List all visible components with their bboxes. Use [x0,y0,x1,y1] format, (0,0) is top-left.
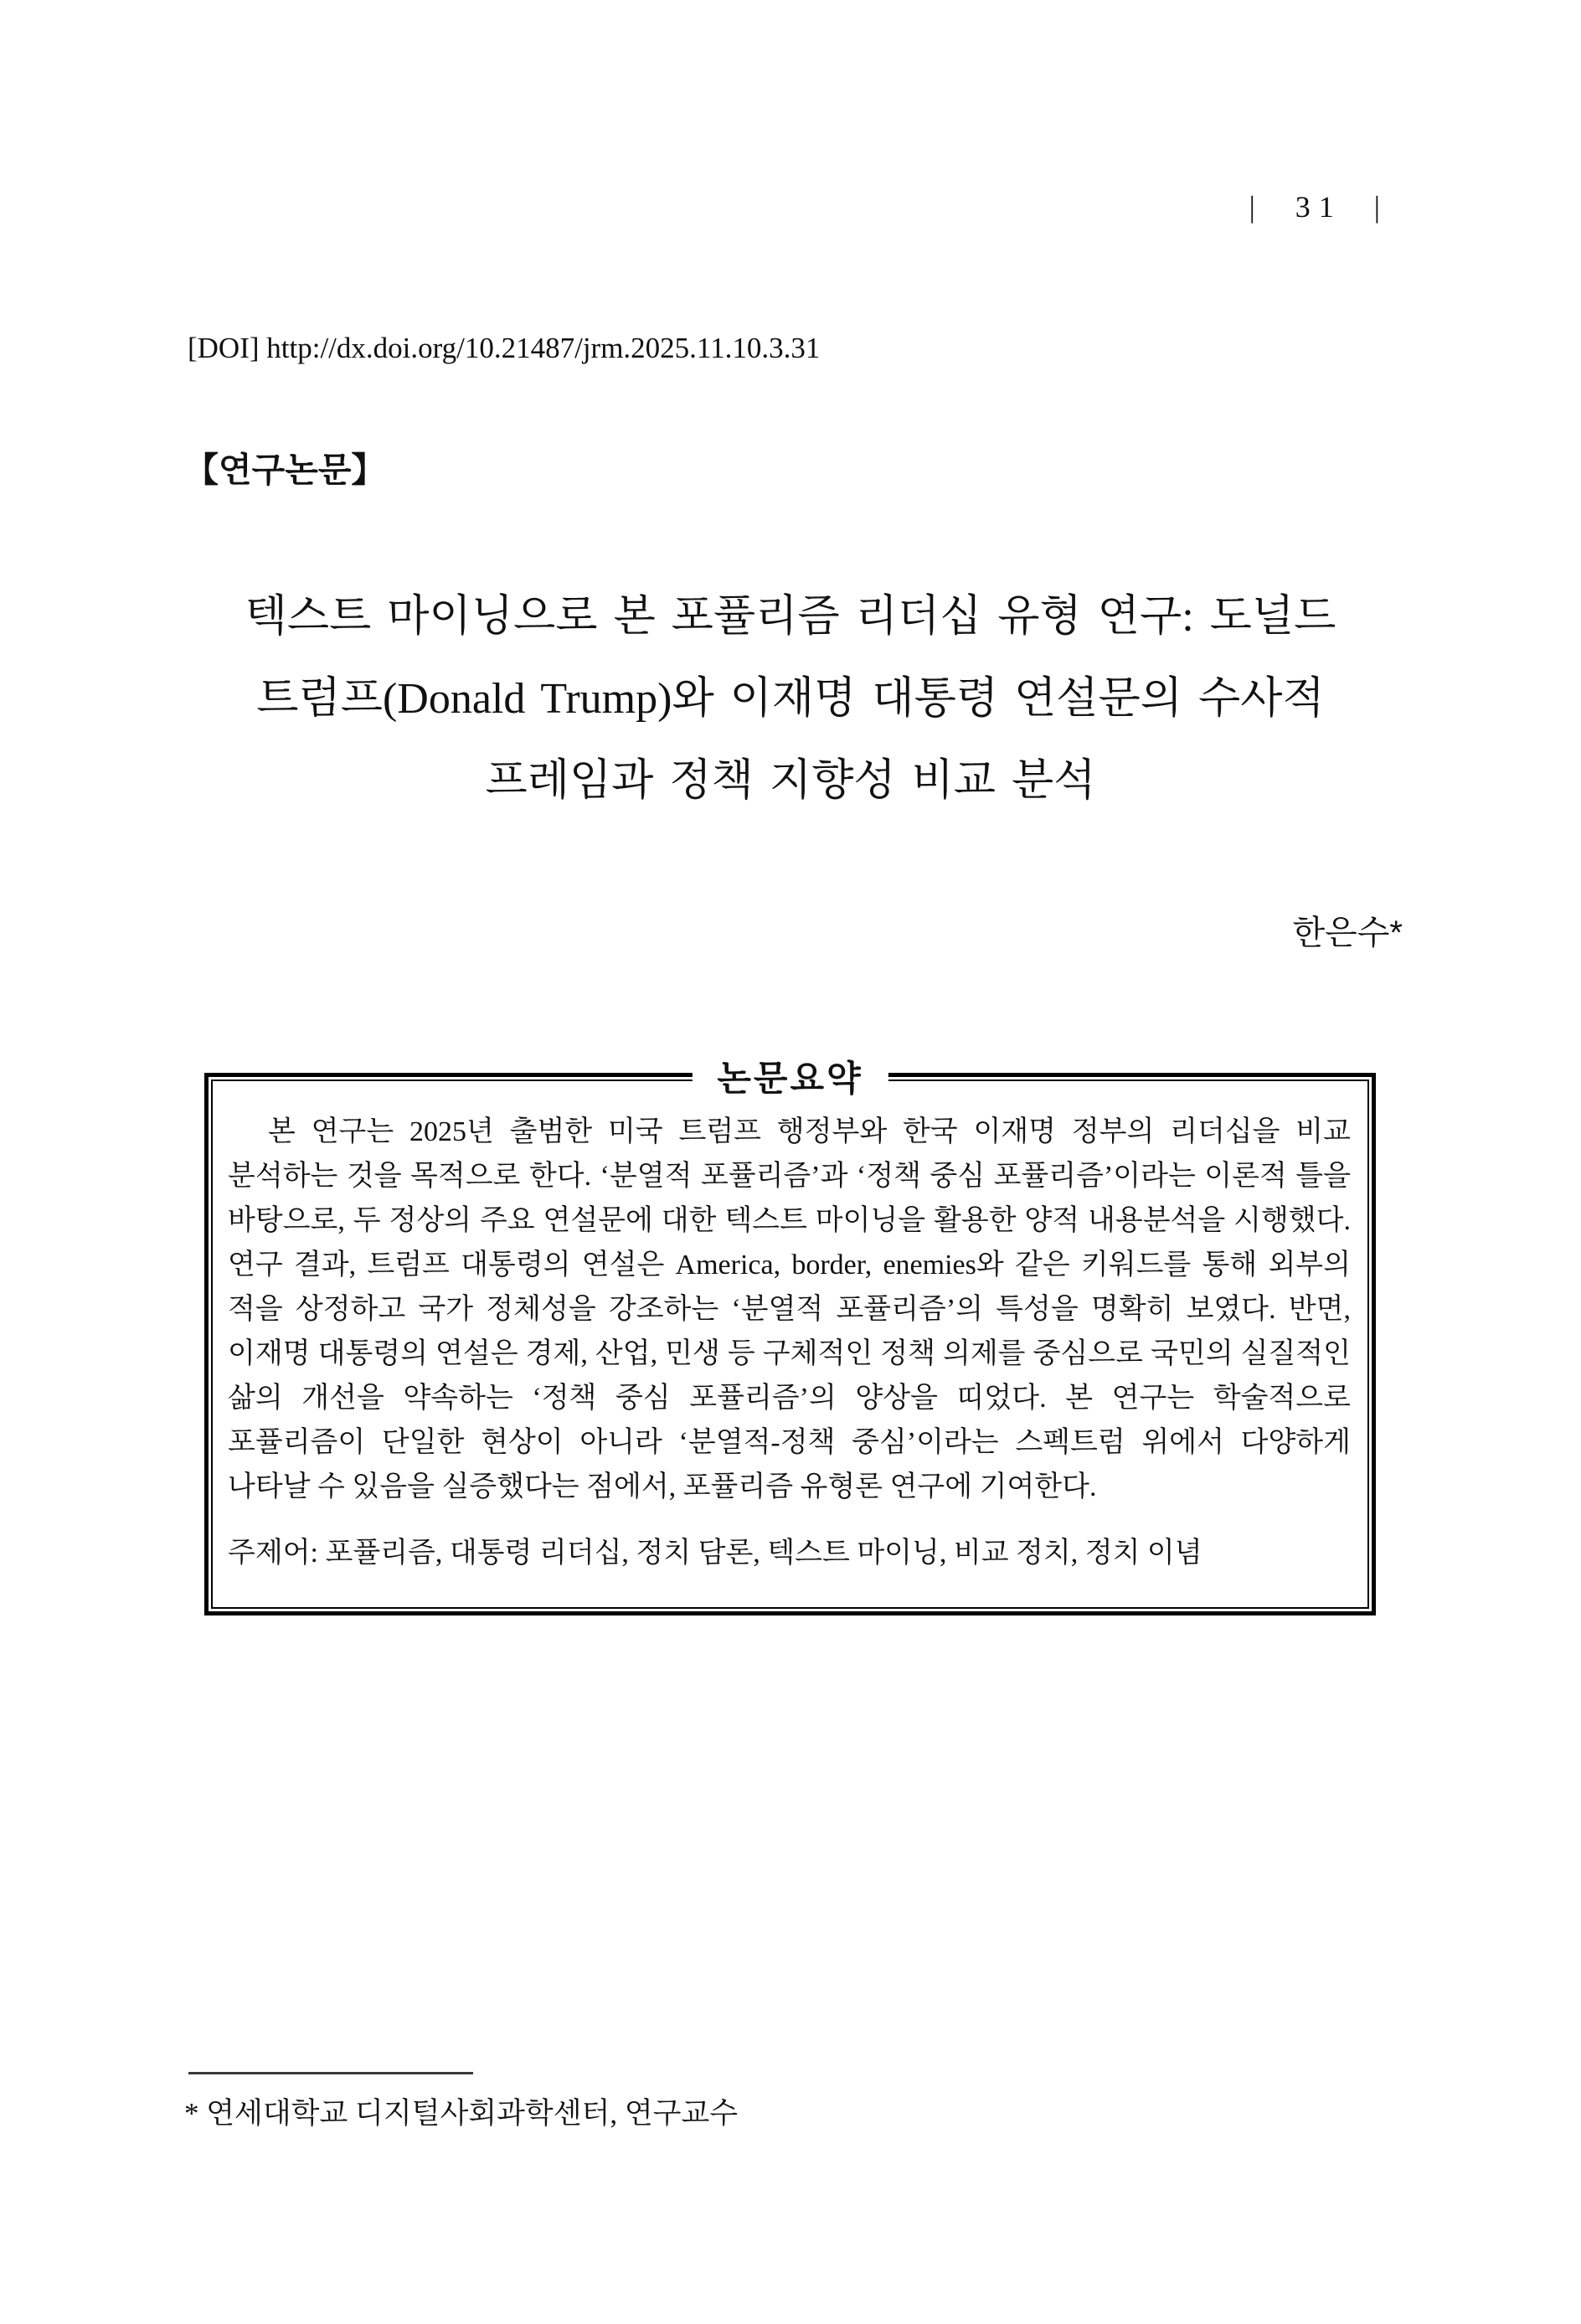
paper-title-line-1: 텍스트 마이닝으로 본 포퓰리즘 리더십 유형 연구: 도널드 [245,593,1336,641]
abstract-text: 본 연구는 2025년 출범한 미국 트럼프 행정부와 한국 이재명 정부의 리더십을 비교 분석하는 것을 목적으로 한다. ‘분열적 포퓰리즘’과 ‘정책 중심 포퓰리즘’이라는 이론적 틀을 바탕으로, 두 정상의 주요 연설문에 대한 텍스트 마이닝을 활용한 양적 내용분석을 시행했다. 연구 결과, 트럼프 대통령의 연설은 America, border, enemies와 같은 키워드를 통해 외부의 적을 상정하고 국가 정체성을 강조하는 ‘분열적 포퓰리즘’의 특성을 명확히 보였다. 반면, 이재명 대통령의 연설은 경제, 산업, 민생 등 구체적인 정책 의제를 중심으로 국민의 실질적인 삶의 개선을 약속하는 ‘정책 중심 포퓰리즘’의 양상을 띠었다. 본 연구는 학술적으로 포퓰리즘이 단일한 현상이 아니라 ‘분열적-정책 중심’이라는 스펙트럼 위에서 다양하게 나타날 수 있음을 실증했다는 점에서, 포퓰리즘 유형론 연구에 기여한다. [228,1116,1351,1502]
paper-title-line-3: 프레임과 정책 지향성 비교 분석 [485,757,1096,805]
abstract-box [204,1059,1376,1615]
footnote-text: * 연세대학교 디지털사회과학센터, 연구교수 [184,2097,739,2130]
article-type-label: 【연구논문】 [184,451,386,489]
abstract-inner [211,1080,1369,1609]
keywords-label: 주제어: [228,1538,318,1569]
author-name: 한은수* [1292,915,1403,951]
keywords-line [228,1531,1351,1575]
abstract-heading: 논문요약 [692,1051,888,1101]
paper-title [92,576,1489,822]
keywords-value: 포퓰리즘, 대통령 리더십, 정치 담론, 텍스트 마이닝, 비교 정치, 정치 이념 [325,1538,1202,1569]
paper-title-line-2: 트럼프(Donald Trump)와 이재명 대통령 연설문의 수사적 [256,675,1325,723]
footnote-separator [188,2072,473,2074]
page-number: | 31 | [1249,190,1388,224]
doi-line: [DOI] http://dx.doi.org/10.21487/jrm.2025.11.10.3.31 [188,332,821,364]
